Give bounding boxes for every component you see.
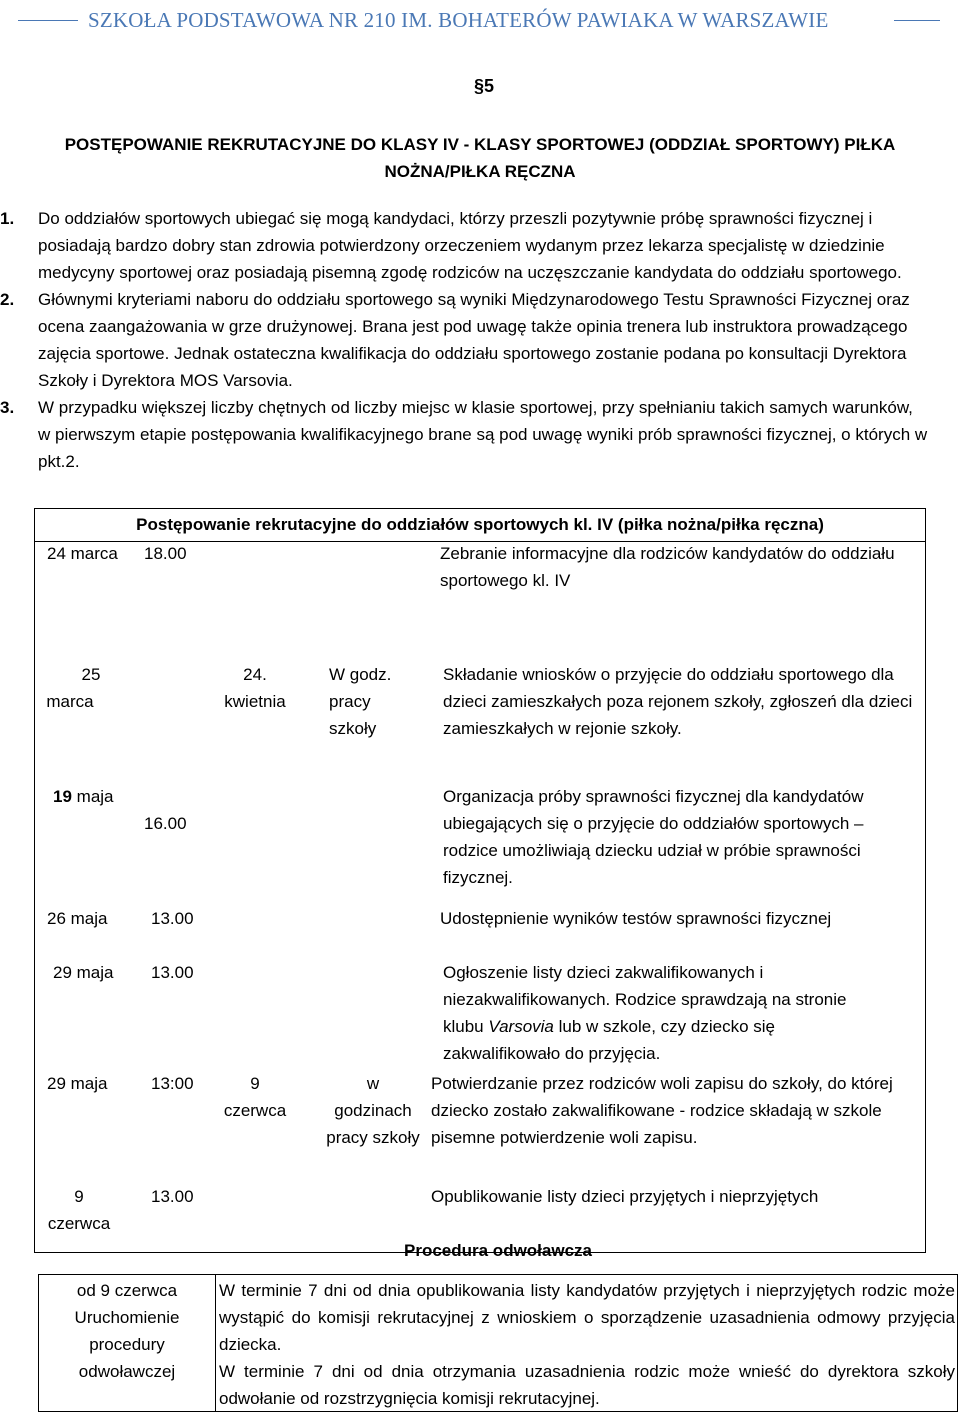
- row5-description-start: Ogłoszenie listy dzieci zakwalifikowanych i niezakwalifikowanych. Rodzice sprawdzają na stronie klubu: [443, 963, 847, 1036]
- schedule-table: [34, 508, 926, 1253]
- header-rule-left: [18, 20, 78, 21]
- row1-description: Zebranie informacyjne dla rodziców kandydatów do oddziału sportowego kl. IV: [440, 544, 895, 590]
- rule-text: Głównymi kryteriami naboru do oddziału sportowego są wyniki Międzynarodowego Testu Sprawności Fizycznej oraz ocena zaangażowania w grze drużynowej. Brana jest pod uwagę także opinia trenera lub instruktora prowadzącego zajęcia sportowe. Jednak ostateczna kwalifikacja do oddziału sportowego zostanie podana po konsultacji Dyrektora Szkoły i Dyrektora MOS Varsovia.: [38, 290, 910, 390]
- row6-date: 29 maja: [47, 1074, 108, 1093]
- rule-number: 3.: [0, 398, 15, 417]
- row4-time: 13.00: [151, 909, 194, 928]
- appeal-start: od 9 czerwca: [76, 1281, 178, 1300]
- row6-end-day: 9: [250, 1074, 260, 1093]
- row3-time: 16.00: [144, 814, 187, 833]
- appeal-divider: [215, 1275, 216, 1411]
- row6-description: Potwierdzanie przez rodziców woli zapisu do szkoły, do której dziecko zostało zakwalifikowane - rodzice składają w szkole pisemne potwierdzenie woli zapisu.: [431, 1074, 893, 1147]
- rule-item: [0, 394, 928, 475]
- row1-date: 24 marca: [47, 544, 118, 563]
- row4-description: Udostępnienie wyników testów sprawności fizycznej: [440, 909, 832, 928]
- appeal-label-line1: Uruchomienie: [74, 1308, 180, 1327]
- rule-text: W przypadku większej liczby chętnych od liczby miejsc w klasie sportowej, przy spełnianiu takich samych warunków, w pierwszym etapie postępowania kwalifikacyjnego brane są pod uwagę wyniki prób sprawności fizycznej, o których w pkt.2.: [38, 398, 928, 471]
- row5-date: 29 maja: [53, 963, 114, 982]
- row2-date-month: marca: [46, 692, 94, 711]
- row2-date-day: 25: [81, 665, 101, 684]
- paragraph-number: §5: [473, 76, 495, 96]
- row5-description: [443, 959, 863, 1067]
- row2-description: Składanie wniosków o przyjęcie do oddziału sportowego dla dzieci zamieszkałych poza rejonem szkoły, zgłoszeń dla dzieci zamieszkałych w rejonie szkoły.: [443, 665, 913, 738]
- appeal-step-2: W terminie 7 dni od dnia otrzymania uzasadnienia rodzic może wnieść do dyrektora szkoły odwołanie od rozstrzygnięcia komisji rekrutacyjnej.: [219, 1362, 955, 1408]
- rule-text: Do oddziałów sportowych ubiegać się mogą kandydaci, którzy przeszli pozytywnie próbę sprawności fizycznej i posiadają bardzo dobry stan zdrowia potwierdzony orzeczeniem wydanym przez lekarza specjalistę w dziedzinie medycyny sportowej oraz posiadają pisemną zgodę rodziców na uczęszczanie kandydata do oddziału sportowego.: [38, 209, 902, 282]
- row6-end-month: czerwca: [223, 1101, 287, 1120]
- row7-date-day: 9: [74, 1187, 84, 1206]
- row7-date-month: czerwca: [47, 1214, 111, 1233]
- section-title: POSTĘPOWANIE REKRUTACYJNE DO KLASY IV - KLASY SPORTOWEJ (ODDZIAŁ SPORTOWY) PIŁKA NOŻNA/PIŁKA RĘCZNA: [64, 135, 896, 181]
- row4-date: 26 maja: [47, 909, 108, 928]
- appeal-details: [219, 1277, 955, 1412]
- page-header: [0, 8, 960, 34]
- rule-item: [0, 286, 928, 394]
- row7-time: 13.00: [151, 1187, 194, 1206]
- row2-end-month: kwietnia: [224, 692, 286, 711]
- rule-item: [0, 205, 928, 286]
- header-rule-right: [894, 20, 940, 21]
- row6-hours-line2: godzinach: [334, 1101, 412, 1120]
- schedule-title: Postępowanie rekrutacyjne do oddziałów sportowych kl. IV (piłka nożna/piłka ręczna): [136, 515, 824, 534]
- school-name: SZKOŁA PODSTAWOWA NR 210 IM. BOHATERÓW PAWIAKA W WARSZAWIE: [88, 8, 829, 32]
- row5-description-end: lub w szkole, czy dziecko się zakwalifikowało do przyjęcia.: [443, 1017, 775, 1063]
- appeal-label-line2: procedury: [89, 1335, 165, 1354]
- rules-list: [0, 205, 928, 475]
- appeal-step-1: W terminie 7 dni od dnia opublikowania listy kandydatów przyjętych i nieprzyjętych rodzic może wystąpić do komisji rekrutacyjnej z wnioskiem o sporządzenie uzasadnienia odmowy przyjęcia dziecka.: [219, 1281, 955, 1354]
- row2-hours-line2: pracy: [329, 692, 371, 711]
- row5-time: 13.00: [151, 963, 194, 982]
- appeal-table: [38, 1274, 958, 1412]
- row6-hours-line3: pracy szkoły: [326, 1128, 420, 1147]
- row3-date-month: maja: [76, 787, 114, 806]
- club-name: Varsovia: [488, 1017, 554, 1036]
- row7-description: Opublikowanie listy dzieci przyjętych i nieprzyjętych: [431, 1187, 819, 1206]
- row3-date-day: 19: [53, 787, 72, 806]
- row1-time: 18.00: [144, 544, 187, 563]
- rule-number: 1.: [0, 209, 15, 228]
- row3-description: Organizacja próby sprawności fizycznej dla kandydatów ubiegających się o przyjęcie do oddziałów sportowych – rodzice umożliwiają dziecku udział w próbie sprawności fizycznej.: [443, 787, 864, 887]
- appeal-label-line3: odwoławczej: [78, 1362, 176, 1381]
- row6-hours-line1: w: [366, 1074, 380, 1093]
- rule-number: 2.: [0, 290, 15, 309]
- appeal-period: [39, 1277, 215, 1385]
- appeal-procedure-title: Procedura odwoławcza: [404, 1241, 592, 1260]
- row6-time: 13:00: [151, 1074, 194, 1093]
- row2-end-day: 24.: [243, 665, 267, 684]
- row2-hours-line1: W godz.: [329, 665, 392, 684]
- row3-date: [53, 783, 114, 810]
- row2-hours-line3: szkoły: [329, 719, 377, 738]
